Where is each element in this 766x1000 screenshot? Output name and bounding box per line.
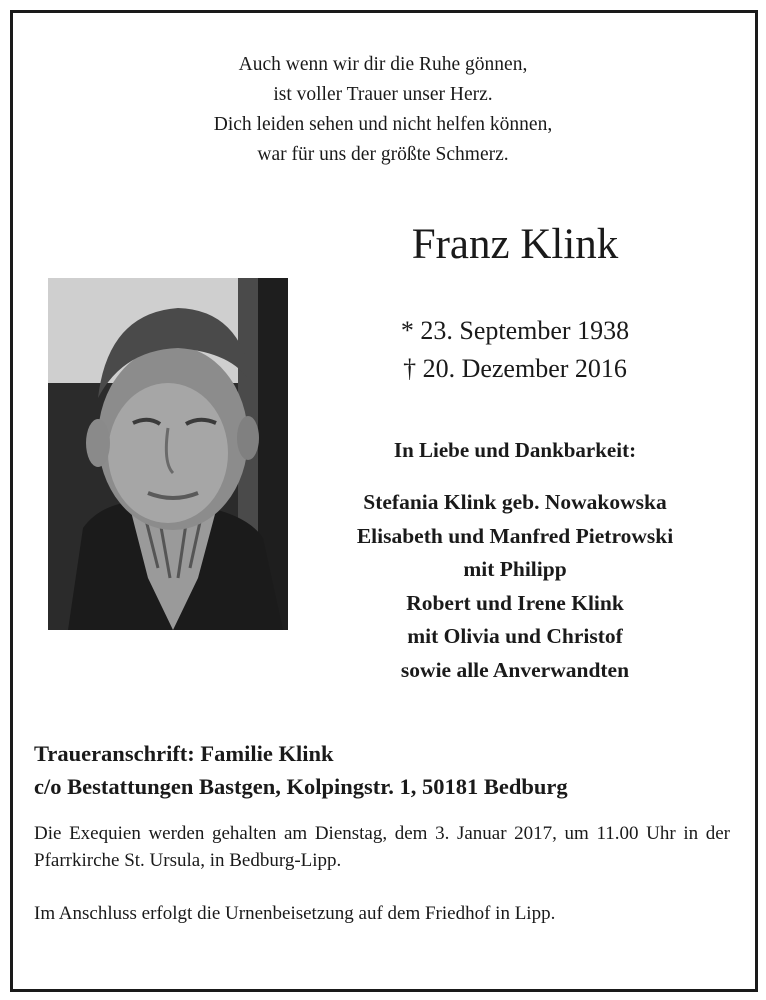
mourner-line: Robert und Irene Klink	[406, 590, 624, 615]
poem-line: Auch wenn wir dir die Ruhe gönnen,	[238, 54, 528, 75]
mourner-line: mit Olivia und Christof	[407, 624, 623, 648]
deceased-name: Franz Klink	[411, 221, 619, 268]
birth-date: * 23. September 1938	[400, 316, 630, 345]
urn-burial-notice: Im Anschluss erfolgt die Urnenbeisetzung auf dem Friedhof in Lipp.	[34, 903, 556, 924]
death-date: † 20. Dezember 2016	[403, 354, 627, 383]
poem-line: war für uns der größte Schmerz.	[257, 144, 509, 165]
memorial-poem	[0, 50, 766, 170]
poem-line: Dich leiden sehen und nicht helfen können,	[213, 114, 553, 135]
mourner-line: mit Philipp	[463, 557, 567, 581]
mourner-line: Stefania Klink geb. Nowakowska	[363, 490, 667, 514]
portrait-photo	[48, 278, 288, 630]
mourners-list	[300, 486, 730, 687]
funeral-service-notice: Die Exequien werden gehalten am Dienstag, dem 3. Januar 2017, um 11.00 Uhr in der Pfarrkirche St. Ursula, in Bedburg-Lipp.	[34, 823, 730, 871]
life-dates	[300, 312, 730, 388]
address-line-1: Traueranschrift: Familie Klink	[34, 741, 334, 766]
address-line-2: c/o Bestattungen Bastgen, Kolpingstr. 1, 50181 Bedburg	[34, 774, 568, 799]
mourner-line: Elisabeth und Manfred Pietrowski	[356, 523, 674, 548]
mourners-intro: In Liebe und Dankbarkeit:	[393, 438, 637, 462]
poem-line: ist voller Trauer unser Herz.	[273, 84, 493, 105]
mourning-address	[34, 737, 734, 803]
mourner-line: sowie alle Anverwandten	[400, 657, 630, 682]
